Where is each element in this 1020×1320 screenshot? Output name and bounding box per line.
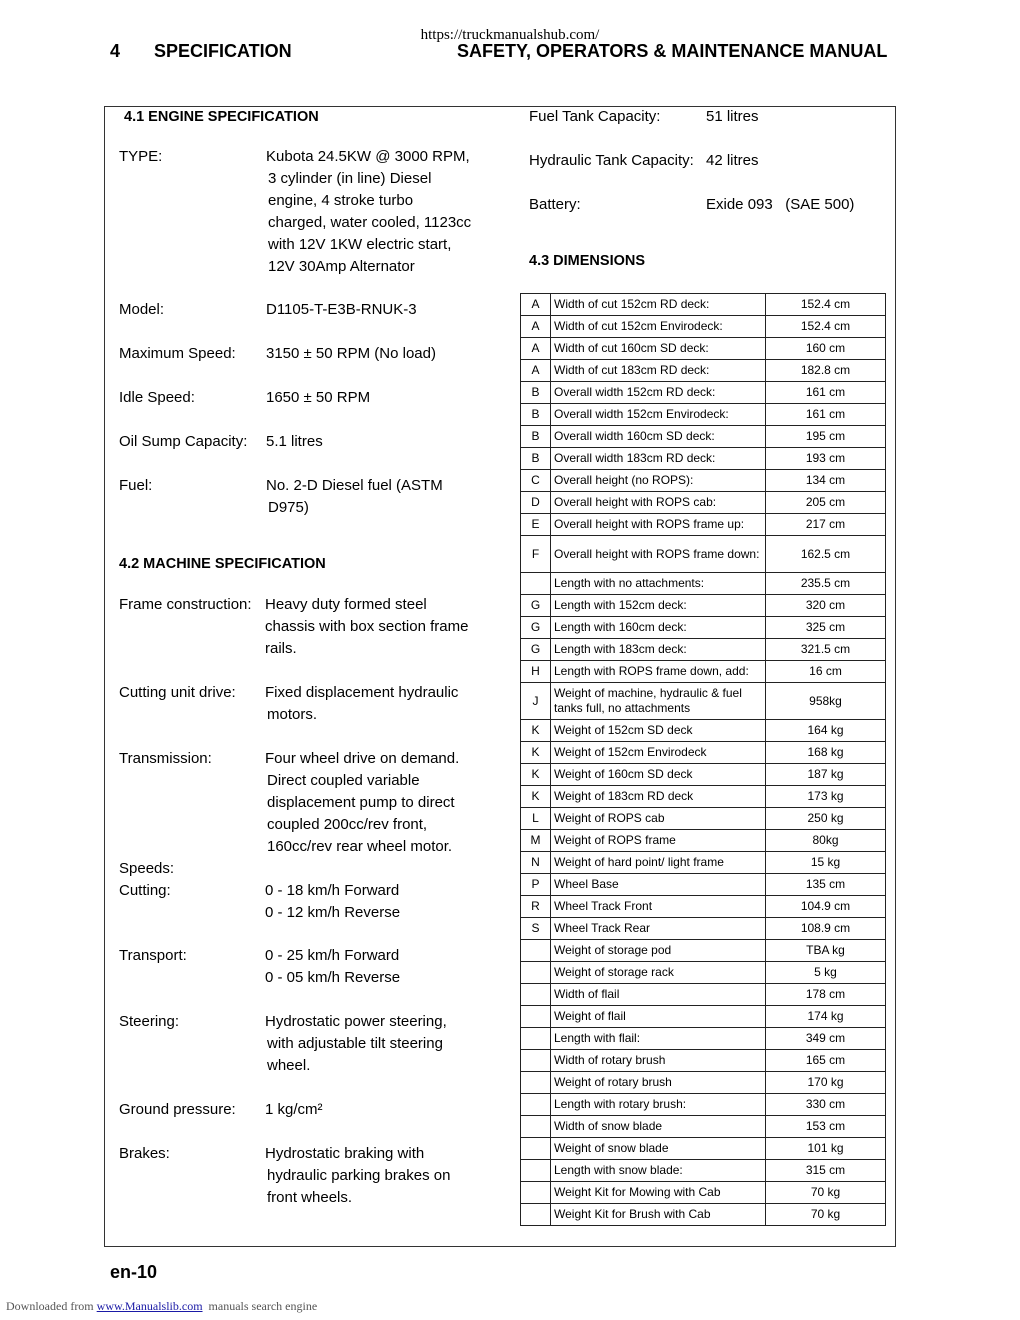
- transmission-value: [265, 748, 459, 858]
- battery-value: Exide 093 (SAE 500): [706, 196, 855, 213]
- dimension-code: [521, 1006, 551, 1028]
- dimension-description: Width of snow blade: [551, 1116, 766, 1138]
- dimension-row: [521, 1050, 886, 1072]
- dimension-value: 152.4 cm: [766, 294, 886, 316]
- page-number: en-10: [110, 1262, 158, 1282]
- dimension-code: J: [521, 683, 551, 720]
- dimension-description: Length with snow blade:: [551, 1160, 766, 1182]
- frame-line: rails.: [265, 640, 297, 657]
- hydraulic-tank-label: Hydraulic Tank Capacity:: [529, 152, 694, 169]
- dimension-description: Weight Kit for Brush with Cab: [551, 1204, 766, 1226]
- dimension-row: [521, 1006, 886, 1028]
- dimension-value: 80kg: [766, 830, 886, 852]
- dimension-code: A: [521, 316, 551, 338]
- brakes-label: Brakes:: [119, 1145, 170, 1162]
- transmission-line: displacement pump to direct: [267, 794, 455, 811]
- dimension-value: 135 cm: [766, 874, 886, 896]
- dimension-value: 15 kg: [766, 852, 886, 874]
- dimension-description: Weight of snow blade: [551, 1138, 766, 1160]
- dimension-description: Length with 152cm deck:: [551, 595, 766, 617]
- dimension-value: 153 cm: [766, 1116, 886, 1138]
- dimension-code: [521, 1116, 551, 1138]
- transmission-line: coupled 200cc/rev front,: [267, 816, 428, 833]
- dimension-row: [521, 514, 886, 536]
- source-url[interactable]: https://truckmanualshub.com/: [420, 27, 600, 43]
- dimension-row: [521, 404, 886, 426]
- manual-title: SAFETY, OPERATORS & MAINTENANCE MANUAL: [457, 41, 888, 61]
- dimension-row: [521, 852, 886, 874]
- dimension-value: 104.9 cm: [766, 896, 886, 918]
- dimension-description: Weight of ROPS cab: [551, 808, 766, 830]
- transmission-line: 160cc/rev rear wheel motor.: [267, 838, 453, 855]
- brakes-line: Hydrostatic braking with: [265, 1145, 425, 1162]
- dimension-value: 330 cm: [766, 1094, 886, 1116]
- dimension-code: G: [521, 639, 551, 661]
- dimension-code: C: [521, 470, 551, 492]
- transmission-line: Direct coupled variable: [267, 772, 420, 789]
- engine-type-label: TYPE:: [119, 148, 163, 165]
- cutting-speed-line: 0 - 12 km/h Reverse: [265, 904, 401, 921]
- dimension-row: [521, 639, 886, 661]
- dimension-value: 5 kg: [766, 962, 886, 984]
- dimension-code: L: [521, 808, 551, 830]
- dimension-row: [521, 1028, 886, 1050]
- cutting-speed-label: Cutting:: [119, 882, 171, 899]
- dimension-row: [521, 1116, 886, 1138]
- dimension-value: 315 cm: [766, 1160, 886, 1182]
- dimension-code: B: [521, 382, 551, 404]
- frame-construction-value: [265, 594, 468, 660]
- dimension-value: 325 cm: [766, 617, 886, 639]
- fuel-value: [266, 475, 443, 519]
- dimension-value: 217 cm: [766, 514, 886, 536]
- dimension-row: [521, 962, 886, 984]
- dimension-row: [521, 896, 886, 918]
- dimension-value: 165 cm: [766, 1050, 886, 1072]
- dimension-value: 195 cm: [766, 426, 886, 448]
- dimensions-heading: 4.3 DIMENSIONS: [529, 253, 646, 269]
- idle-speed-label: Idle Speed:: [119, 389, 195, 406]
- cutting-drive-value: [265, 682, 458, 726]
- dimension-value: 162.5 cm: [766, 536, 886, 573]
- dimension-value: 235.5 cm: [766, 573, 886, 595]
- dimension-description: Weight of hard point/ light frame: [551, 852, 766, 874]
- battery-label: Battery:: [529, 196, 581, 213]
- brakes-line: hydraulic parking brakes on: [267, 1167, 451, 1184]
- dimension-description: Overall height with ROPS frame up:: [551, 514, 766, 536]
- dimension-code: [521, 962, 551, 984]
- dimension-description: Wheel Track Front: [551, 896, 766, 918]
- max-speed-value: 3150 ± 50 RPM (No load): [266, 345, 436, 362]
- dimension-code: [521, 1182, 551, 1204]
- dimension-description: Width of rotary brush: [551, 1050, 766, 1072]
- dimension-code: [521, 1050, 551, 1072]
- dimension-code: A: [521, 294, 551, 316]
- transport-speed-line: 0 - 25 km/h Forward: [265, 947, 400, 964]
- dimension-code: M: [521, 830, 551, 852]
- dimension-description: Overall height with ROPS frame down:: [551, 536, 766, 573]
- download-note: [6, 1299, 317, 1314]
- dimension-description: Length with flail:: [551, 1028, 766, 1050]
- dimension-description: Overall width 160cm SD deck:: [551, 426, 766, 448]
- dimension-code: K: [521, 742, 551, 764]
- dimension-code: [521, 984, 551, 1006]
- dimension-code: S: [521, 918, 551, 940]
- steering-line: wheel.: [267, 1057, 311, 1074]
- transport-speed-line: 0 - 05 km/h Reverse: [265, 969, 401, 986]
- dimension-row: [521, 808, 886, 830]
- engine-type-line: charged, water cooled, 1123cc: [268, 214, 472, 231]
- dimension-value: 101 kg: [766, 1138, 886, 1160]
- ground-pressure-value: 1 kg/cm²: [265, 1101, 323, 1118]
- dimension-description: Weight of 152cm SD deck: [551, 720, 766, 742]
- dimension-row: [521, 764, 886, 786]
- dimension-description: Length with 183cm deck:: [551, 639, 766, 661]
- engine-type-line: with 12V 1KW electric start,: [268, 236, 452, 253]
- dimension-description: Width of cut 160cm SD deck:: [551, 338, 766, 360]
- model-value: D1105-T-E3B-RNUK-3: [266, 301, 417, 318]
- dimension-code: G: [521, 595, 551, 617]
- dimension-value: 70 kg: [766, 1204, 886, 1226]
- transport-speed-value: [265, 945, 400, 989]
- dimension-row: [521, 1072, 886, 1094]
- dimension-value: 349 cm: [766, 1028, 886, 1050]
- dimension-value: 164 kg: [766, 720, 886, 742]
- machine-heading: 4.2 MACHINE SPECIFICATION: [119, 556, 326, 572]
- dimension-description: Width of cut 183cm RD deck:: [551, 360, 766, 382]
- download-prefix: Downloaded from: [6, 1299, 97, 1313]
- dimension-code: P: [521, 874, 551, 896]
- chapter-heading: [110, 41, 292, 62]
- dimension-value: 250 kg: [766, 808, 886, 830]
- dimension-value: 178 cm: [766, 984, 886, 1006]
- dimension-description: Weight of storage pod: [551, 940, 766, 962]
- dimension-row: [521, 720, 886, 742]
- transmission-label: Transmission:: [119, 750, 212, 767]
- dimension-value: 108.9 cm: [766, 918, 886, 940]
- dimension-row: [521, 338, 886, 360]
- dimension-description: Wheel Base: [551, 874, 766, 896]
- dimension-code: G: [521, 617, 551, 639]
- dimension-code: B: [521, 404, 551, 426]
- dimension-code: B: [521, 448, 551, 470]
- dimensions-table: [520, 293, 886, 1226]
- dimension-row: [521, 1160, 886, 1182]
- dimension-value: 205 cm: [766, 492, 886, 514]
- dimension-description: Length with ROPS frame down, add:: [551, 661, 766, 683]
- dimensions-table-body: [521, 294, 886, 1226]
- dimension-value: TBA kg: [766, 940, 886, 962]
- cutting-speed-line: 0 - 18 km/h Forward: [265, 882, 400, 899]
- dimension-value: 193 cm: [766, 448, 886, 470]
- fuel-tank-value: 51 litres: [706, 108, 759, 125]
- dimension-code: A: [521, 338, 551, 360]
- brakes-value: [265, 1143, 450, 1209]
- dimension-description: Overall height (no ROPS):: [551, 470, 766, 492]
- dimension-value: 161 cm: [766, 404, 886, 426]
- dimension-row: [521, 984, 886, 1006]
- dimension-value: 174 kg: [766, 1006, 886, 1028]
- dimension-description: Width of cut 152cm RD deck:: [551, 294, 766, 316]
- brakes-line: front wheels.: [267, 1189, 353, 1206]
- engine-type-value: [266, 146, 471, 278]
- dimension-code: [521, 1160, 551, 1182]
- dimension-value: 16 cm: [766, 661, 886, 683]
- dimension-code: B: [521, 426, 551, 448]
- fuel-tank-label: Fuel Tank Capacity:: [529, 108, 661, 125]
- frame-line: Heavy duty formed steel: [265, 596, 427, 613]
- ground-pressure-label: Ground pressure:: [119, 1101, 236, 1118]
- dimension-code: E: [521, 514, 551, 536]
- dimension-description: Overall width 152cm RD deck:: [551, 382, 766, 404]
- dimension-description: Length with no attachments:: [551, 573, 766, 595]
- dimension-value: 152.4 cm: [766, 316, 886, 338]
- dimension-description: Weight of 152cm Envirodeck: [551, 742, 766, 764]
- dimension-row: [521, 595, 886, 617]
- steering-label: Steering:: [119, 1013, 180, 1030]
- dimension-description: Length with 160cm deck:: [551, 617, 766, 639]
- dimension-code: H: [521, 661, 551, 683]
- fuel-line: No. 2-D Diesel fuel (ASTM: [266, 477, 443, 494]
- dimension-row: [521, 1138, 886, 1160]
- dimension-code: [521, 1138, 551, 1160]
- speeds-label: Speeds:: [119, 860, 175, 877]
- dimension-row: [521, 617, 886, 639]
- dimension-code: A: [521, 360, 551, 382]
- dimension-code: R: [521, 896, 551, 918]
- dimension-code: F: [521, 536, 551, 573]
- dimension-description: Weight of ROPS frame: [551, 830, 766, 852]
- dimension-row: [521, 492, 886, 514]
- cutting-speed-value: [265, 880, 400, 924]
- dimension-row: [521, 316, 886, 338]
- steering-value: [265, 1011, 447, 1077]
- dimension-value: 160 cm: [766, 338, 886, 360]
- engine-type-line: 12V 30Amp Alternator: [268, 258, 415, 275]
- cutting-drive-line: Fixed displacement hydraulic: [265, 684, 459, 701]
- dimension-description: Weight of machine, hydraulic & fuel tanks full, no attachments: [551, 683, 766, 720]
- hydraulic-tank-value: 42 litres: [706, 152, 759, 169]
- dimension-code: K: [521, 786, 551, 808]
- steering-line: Hydrostatic power steering,: [265, 1013, 447, 1030]
- dimension-value: 168 kg: [766, 742, 886, 764]
- dimension-row: [521, 918, 886, 940]
- transmission-line: Four wheel drive on demand.: [265, 750, 460, 767]
- dimension-row: [521, 573, 886, 595]
- fuel-line: D975): [268, 499, 309, 516]
- model-label: Model:: [119, 301, 165, 318]
- dimension-row: [521, 1204, 886, 1226]
- dimension-code: K: [521, 764, 551, 786]
- dimension-row: [521, 742, 886, 764]
- dimension-description: Width of flail: [551, 984, 766, 1006]
- dimension-code: N: [521, 852, 551, 874]
- dimension-code: [521, 1028, 551, 1050]
- dimension-row: [521, 448, 886, 470]
- engine-type-line: Kubota 24.5KW @ 3000 RPM,: [266, 148, 470, 165]
- dimension-description: Length with rotary brush:: [551, 1094, 766, 1116]
- dimension-row: [521, 1094, 886, 1116]
- dimension-code: [521, 1204, 551, 1226]
- dimension-row: [521, 470, 886, 492]
- dimension-code: [521, 940, 551, 962]
- dimension-value: 958kg: [766, 683, 886, 720]
- dimension-row: [521, 536, 886, 573]
- download-suffix: manuals search engine: [202, 1299, 318, 1313]
- dimension-description: Width of cut 152cm Envirodeck:: [551, 316, 766, 338]
- dimension-description: Overall width 183cm RD deck:: [551, 448, 766, 470]
- steering-line: with adjustable tilt steering: [267, 1035, 443, 1052]
- engine-heading: 4.1 ENGINE SPECIFICATION: [124, 109, 319, 125]
- dimension-row: [521, 940, 886, 962]
- dimension-description: Weight of storage rack: [551, 962, 766, 984]
- dimension-description: Weight Kit for Mowing with Cab: [551, 1182, 766, 1204]
- dimension-row: [521, 874, 886, 896]
- max-speed-label: Maximum Speed:: [119, 345, 236, 362]
- chapter-title: SPECIFICATION: [154, 41, 292, 61]
- dimension-row: [521, 382, 886, 404]
- dimension-code: [521, 1094, 551, 1116]
- dimension-value: 320 cm: [766, 595, 886, 617]
- dimension-description: Wheel Track Rear: [551, 918, 766, 940]
- dimension-code: [521, 573, 551, 595]
- manualslib-link[interactable]: www.Manualslib.com: [96, 1299, 203, 1313]
- dimension-code: [521, 1072, 551, 1094]
- dimension-row: [521, 830, 886, 852]
- dimension-description: Weight of rotary brush: [551, 1072, 766, 1094]
- oil-sump-value: 5.1 litres: [266, 433, 323, 450]
- dimension-value: 161 cm: [766, 382, 886, 404]
- dimension-row: [521, 360, 886, 382]
- fuel-label: Fuel:: [119, 477, 153, 494]
- idle-speed-value: 1650 ± 50 RPM: [266, 389, 371, 406]
- dimension-description: Weight of flail: [551, 1006, 766, 1028]
- dimension-code: D: [521, 492, 551, 514]
- dimension-row: [521, 294, 886, 316]
- cutting-drive-label: Cutting unit drive:: [119, 684, 236, 701]
- dimension-value: 70 kg: [766, 1182, 886, 1204]
- oil-sump-label: Oil Sump Capacity:: [119, 433, 248, 450]
- dimension-value: 182.8 cm: [766, 360, 886, 382]
- dimension-value: 187 kg: [766, 764, 886, 786]
- cutting-drive-line: motors.: [267, 706, 318, 723]
- dimension-value: 170 kg: [766, 1072, 886, 1094]
- frame-construction-label: Frame construction:: [119, 596, 252, 613]
- dimension-code: K: [521, 720, 551, 742]
- engine-type-line: 3 cylinder (in line) Diesel: [268, 170, 432, 187]
- dimension-row: [521, 426, 886, 448]
- chapter-number: 4: [110, 41, 121, 61]
- frame-line: chassis with box section frame: [265, 618, 469, 635]
- dimension-description: Weight of 160cm SD deck: [551, 764, 766, 786]
- transport-speed-label: Transport:: [119, 947, 187, 964]
- dimension-description: Overall height with ROPS cab:: [551, 492, 766, 514]
- dimension-row: [521, 786, 886, 808]
- dimension-row: [521, 683, 886, 720]
- dimension-value: 134 cm: [766, 470, 886, 492]
- dimension-description: Weight of 183cm RD deck: [551, 786, 766, 808]
- dimension-value: 321.5 cm: [766, 639, 886, 661]
- dimension-row: [521, 661, 886, 683]
- dimension-value: 173 kg: [766, 786, 886, 808]
- engine-type-line: engine, 4 stroke turbo: [268, 192, 414, 209]
- dimension-description: Overall width 152cm Envirodeck:: [551, 404, 766, 426]
- dimension-row: [521, 1182, 886, 1204]
